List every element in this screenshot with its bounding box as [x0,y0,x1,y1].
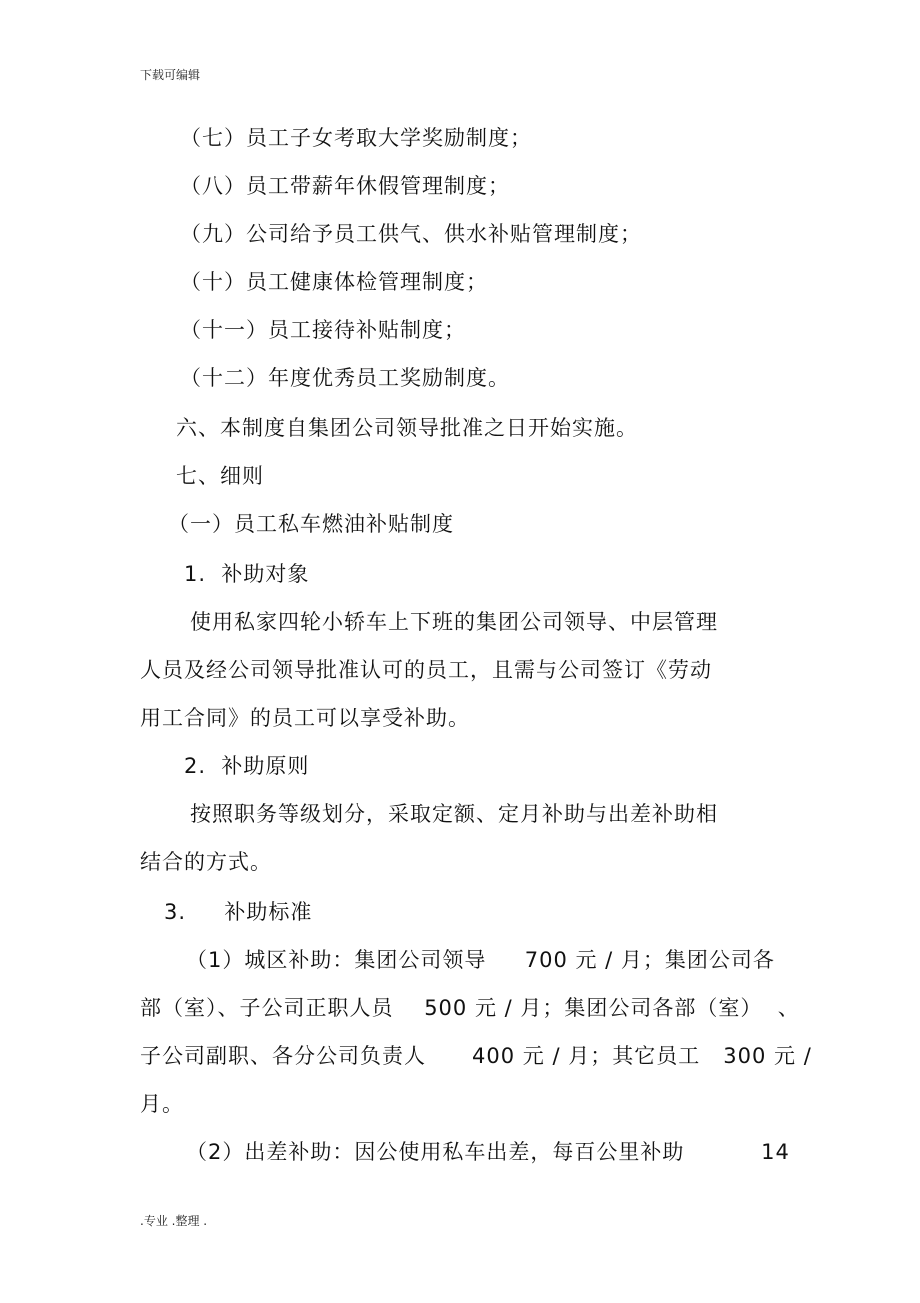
list-item-10: （十）员工健康体检管理制度； [180,270,488,294]
paragraph-line: 按照职务等级划分，采取定额、定月补助与出差补助相 [190,802,718,826]
section-6: 六、本制度自集团公司领导批准之日开始实施。 [176,416,638,440]
list-item-8: （八）员工带薪年休假管理制度； [180,174,510,198]
list-item-11: （十一）员工接待补贴制度； [180,318,466,342]
paragraph-line: 人员及经公司领导批准认可的员工，且需与公司签订《劳动 [140,658,712,682]
page-header: 下载可编辑 [140,68,201,82]
paragraph-line: 结合的方式。 [140,850,272,874]
paragraph-line: （1）城区补助：集团公司领导 700 元 / 月；集团公司各 [186,948,775,972]
heading-subsidy-principle: 2. 补助原则 [184,754,310,778]
paragraph-line: （2）出差补助：因公使用私车出差，每百公里补助 14 [186,1140,790,1164]
paragraph-line: 用工合同》的员工可以享受补助。 [140,706,470,730]
section-7-heading: 七、细则 [176,464,264,488]
list-item-7: （七）员工子女考取大学奖励制度； [180,126,532,150]
page-footer: .专业 .整理 . [140,1214,208,1228]
paragraph-line: 使用私家四轮小轿车上下班的集团公司领导、中层管理 [190,610,718,634]
heading-subsidy-standard: 3. 补助标准 [164,900,313,924]
list-item-12: （十二）年度优秀员工奖励制度。 [180,366,510,390]
list-item-9: （九）公司给予员工供气、供水补贴管理制度； [180,222,642,246]
paragraph-line: 部（室）、子公司正职人员 500 元 / 月；集团公司各部（室） 、 [140,996,800,1020]
paragraph-line: 月。 [140,1092,184,1116]
paragraph-line: 子公司副职、各分公司负责人 400 元 / 月；其它员工 300 元 / [140,1044,812,1068]
subsection-1-heading: （一）员工私车燃油补贴制度 [168,512,454,536]
heading-subsidy-target: 1. 补助对象 [184,562,310,586]
